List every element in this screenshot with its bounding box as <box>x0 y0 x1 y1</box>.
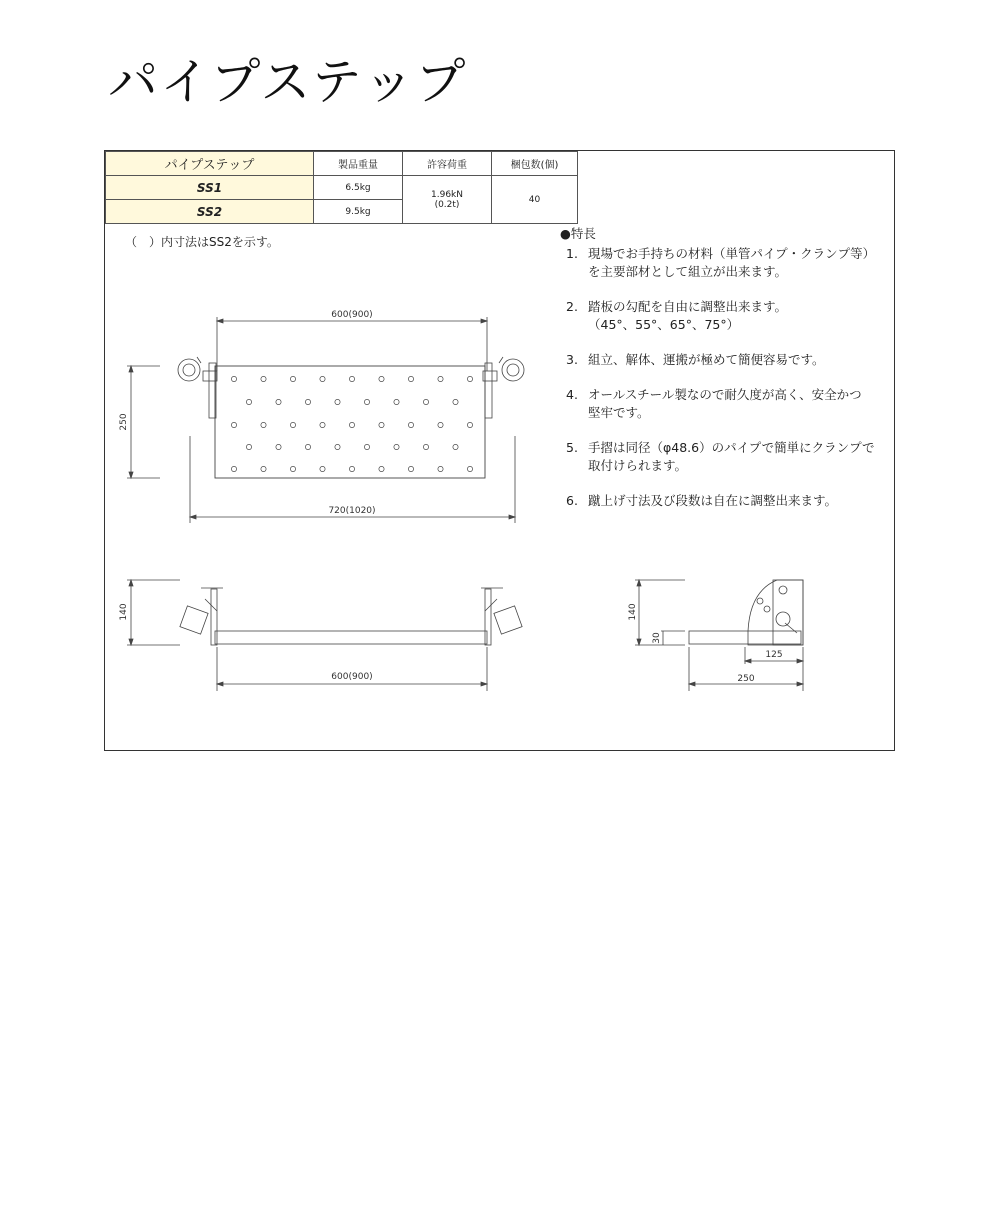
item-text: 現場でお手持ちの材料（単管パイプ・クランプ等） を主要部材として組立が出来ます。 <box>588 246 876 279</box>
hole-mark <box>438 422 443 427</box>
item-number: 5. <box>566 440 578 455</box>
hole-mark <box>349 466 354 471</box>
product-frame <box>104 150 895 751</box>
hole-mark <box>408 422 413 427</box>
hole-mark <box>261 422 266 427</box>
hole-mark <box>231 376 236 381</box>
page-title: パイプステップ <box>108 53 468 111</box>
hole-mark <box>423 399 428 404</box>
hole-mark <box>231 466 236 471</box>
item-text: オールスチール製なので耐久度が高く、安全かつ 堅牢です。 <box>588 387 862 420</box>
hole-mark <box>261 376 266 381</box>
hole-mark <box>320 376 325 381</box>
hole-mark <box>349 376 354 381</box>
item-text: 組立、解体、運搬が極めて簡便容易です。 <box>588 352 825 367</box>
spec-header-pack: 梱包数(個) <box>492 152 578 176</box>
hole-mark <box>364 444 369 449</box>
hole-mark <box>305 399 310 404</box>
hole-mark <box>438 466 443 471</box>
load-value: 1.96kN <box>431 189 463 200</box>
dim-side-inner: 125 <box>765 650 783 660</box>
hole-mark <box>231 422 236 427</box>
perforation-pattern <box>231 376 472 471</box>
dim-side-height: 140 <box>628 603 638 621</box>
hole-mark <box>467 422 472 427</box>
item-number: 1. <box>566 246 578 261</box>
hole-mark <box>320 466 325 471</box>
item-text: 蹴上げ寸法及び段数は自在に調整出来ます。 <box>588 493 838 508</box>
features-heading: ●特長 <box>560 226 596 241</box>
clamp-icon <box>178 357 217 381</box>
clamp-icon <box>481 588 522 634</box>
hole-mark <box>320 422 325 427</box>
hole-mark <box>408 376 413 381</box>
hole-mark <box>423 444 428 449</box>
clamp-icon <box>483 357 524 381</box>
item-text: 手摺は同径（φ48.6）のパイプで簡単にクランプで 取付けられます。 <box>588 440 875 473</box>
dim-top-overall: 720(1020) <box>328 506 376 516</box>
item-number: 4. <box>566 387 578 402</box>
model-cell: SS2 <box>106 200 314 224</box>
dim-top-height: 250 <box>119 413 129 431</box>
weight-cell: 9.5kg <box>314 200 403 224</box>
dim-top-width: 600(900) <box>331 310 373 320</box>
hole-mark <box>290 376 295 381</box>
hole-mark <box>438 376 443 381</box>
hole-mark <box>335 399 340 404</box>
item-number: 3. <box>566 352 578 367</box>
hole-mark <box>408 466 413 471</box>
dim-side-depth: 250 <box>737 674 755 684</box>
hole-mark <box>276 444 281 449</box>
hole-mark <box>467 466 472 471</box>
hole-mark <box>276 399 281 404</box>
hole-mark <box>364 399 369 404</box>
item-text: 踏板の勾配を自由に調整出来ます。 （45°、55°、65°、75°） <box>588 299 788 332</box>
hole-mark <box>290 422 295 427</box>
load-tons: (0.2t) <box>434 199 460 210</box>
hole-mark <box>453 444 458 449</box>
item-number: 2. <box>566 299 578 314</box>
pack-cell: 40 <box>492 176 578 224</box>
weight-cell: 6.5kg <box>314 176 403 200</box>
hole-mark <box>349 422 354 427</box>
front-view <box>127 580 522 691</box>
top-view <box>127 317 524 523</box>
item-number: 6. <box>566 493 578 508</box>
hole-mark <box>379 466 384 471</box>
technical-drawing <box>105 151 894 750</box>
spec-header-weight: 製品重量 <box>314 152 403 176</box>
dimension-note: （ ）内寸法はSS2を示す。 <box>125 235 279 249</box>
hole-mark <box>335 444 340 449</box>
hole-mark <box>261 466 266 471</box>
spec-header-product: パイプステップ <box>106 152 314 176</box>
hole-mark <box>290 466 295 471</box>
dim-front-height: 140 <box>119 603 129 621</box>
clamp-icon <box>180 588 223 634</box>
hole-mark <box>379 422 384 427</box>
hole-mark <box>379 376 384 381</box>
hole-mark <box>394 399 399 404</box>
model-cell: SS1 <box>106 176 314 200</box>
hole-mark <box>467 376 472 381</box>
hole-mark <box>305 444 310 449</box>
hole-mark <box>394 444 399 449</box>
hole-mark <box>246 399 251 404</box>
dim-front-width: 600(900) <box>331 672 373 682</box>
hole-mark <box>453 399 458 404</box>
hole-mark <box>246 444 251 449</box>
spec-header-load: 許容荷重 <box>403 152 492 176</box>
dim-side-thickness: 30 <box>652 632 662 644</box>
